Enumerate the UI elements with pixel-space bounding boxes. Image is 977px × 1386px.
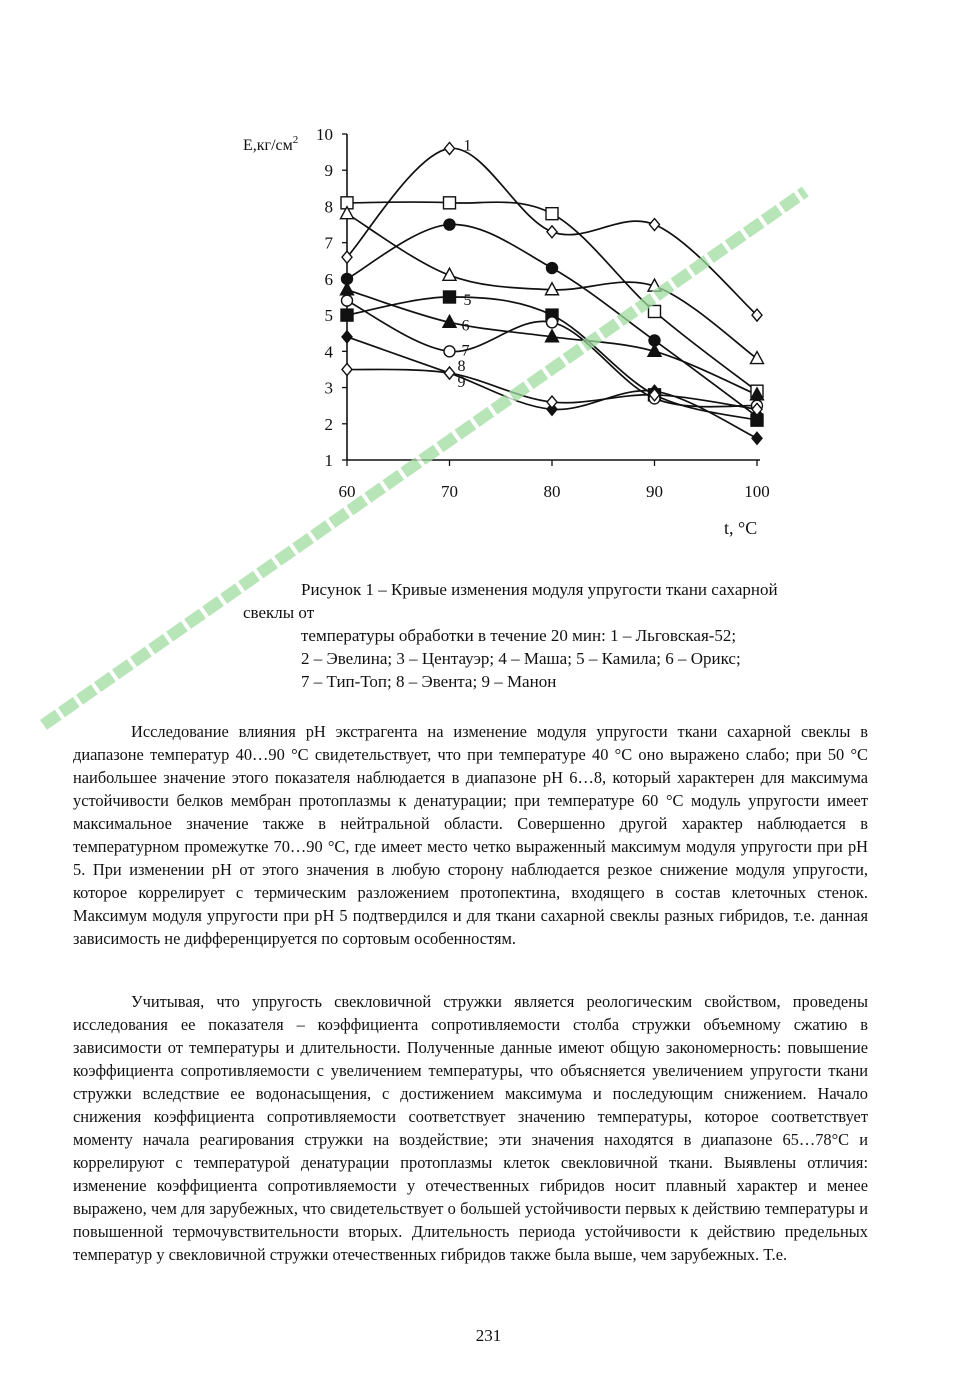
y-tick-label: 6 (324, 269, 333, 289)
body-paragraph-1: Исследование влияния рН экстрагента на изменение модуля упругости ткани сахарной свеклы в диапазоне температур 40…90 °С свидетельствует, что при температуре 40 °С оно выражено слабо; при 50 °С наибольшее значение этого показателя наблюдается в диапазоне рН 6…8, который характерен для максимума устойчивости белков мембран протоплазмы к денатурации; при температуре 60 °С модуль упругости имеет максимальное значение также в нейтральной области. Совершенно другой характер наблюдается в температурном промежутке 70…90 °С, где имеет место четко выраженный максимум модуля упругости при рН 5. При изменении рН от этого значения в любую сторону наблюдается резкое снижение модуля упругости, которое коррелирует с термическим разложением протопектина, входящего в состав клеточных стенок. Максимум модуля упругости при рН 5 подтвердился и для ткани сахарной свеклы разных гибридов, т.е. данная зависимость не дифференцируется по сортовым особенностям. (73, 722, 868, 948)
y-tick-label: 4 (324, 342, 333, 362)
series-label-9: 9 (457, 374, 466, 392)
data-point-square-open (546, 208, 558, 220)
x-tick-label: 90 (646, 482, 663, 501)
data-point-diamond-filled (342, 331, 352, 343)
y-tick-label: 5 (324, 306, 333, 326)
series-label-1: 1 (463, 137, 472, 155)
x-tick-label: 80 (543, 482, 561, 501)
data-point-triangle-filled (341, 283, 354, 295)
data-point-diamond-open (547, 226, 557, 238)
data-point-circle-filled (547, 263, 558, 274)
caption-line-3: температуры обработки в течение 20 мин: 1 – Льговская-52; (301, 626, 737, 645)
caption-line-5: 7 – Тип-Топ; 8 – Эвента; 9 – Манон (301, 672, 557, 691)
series-label-7: 7 (461, 342, 470, 360)
data-point-circle-open (547, 317, 558, 328)
data-point-diamond-open (342, 363, 352, 375)
data-point-square-filled (444, 291, 456, 303)
data-point-diamond-filled (752, 432, 762, 444)
y-tick-label: 8 (324, 197, 333, 217)
y-axis-label-sup: 2 (292, 134, 299, 146)
elasticity-chart (0, 0, 977, 560)
page-number: 231 (475, 1326, 502, 1345)
y-tick-label: 3 (324, 378, 333, 398)
x-axis-label: t, °C (724, 518, 758, 538)
data-point-diamond-open (650, 219, 660, 231)
y-axis-label-text: E,кг/см (243, 137, 293, 154)
x-tick-label: 70 (441, 482, 458, 501)
series-line-8 (347, 337, 757, 438)
caption-line-4: 2 – Эвелина; 3 – Центауэр; 4 – Маша; 5 – Камила; 6 – Орикс; (301, 649, 741, 668)
caption-line-1: Рисунок 1 – Кривые изменения модуля упругости ткани сахарной (301, 580, 778, 599)
y-tick-label: 2 (324, 414, 333, 434)
x-tick-label: 100 (744, 482, 770, 501)
y-tick-label: 9 (324, 161, 333, 181)
data-point-square-open (444, 197, 456, 209)
y-tick-label: 1 (324, 451, 333, 470)
x-tick-label: 60 (338, 482, 356, 501)
y-axis-label (243, 134, 298, 154)
data-point-circle-open (342, 295, 353, 306)
data-point-square-filled (341, 309, 353, 321)
series-label-6: 6 (461, 317, 470, 335)
series-label-8: 8 (457, 358, 466, 376)
data-point-diamond-open (445, 142, 455, 154)
data-point-diamond-open (547, 396, 557, 408)
data-point-diamond-open (445, 367, 455, 379)
y-tick-label: 7 (324, 233, 333, 253)
body-paragraph-2: Учитывая, что упругость свекловичной стружки является реологическим свойством, проведены исследования ее показателя – коэффициента сопротивляемости столба стружки объемному сжатию в зависимости от температуры и длительности. Полученные данные имеют общую закономерность: повышение коэффициента сопротивляемости с увеличением температуры, что объясняется увеличением упругости ткани стружки вследствие ее водонасыщения, с достижением максимума и последующим снижением. Начало снижения коэффициента сопротивляемости соответствует значению температуры, которое соответствует моменту начала реагирования стружки на воздействие; эти значения находятся в диапазоне 65…78°С и коррелируют с температурой денатурации протоплазмы клеток свекловичной ткани. Выявлены отличия: изменение коэффициента сопротивляемости у отечественных гибридов носит плавный характер и менее выражено, чем для зарубежных, что свидетельствует о большей устойчивости первых к действию температуры и повышенной термочувствительности вторых. Длительность периода устойчивости к действию предельных температур у свекловичной стружки отечественных гибридов также была выше, чем зарубежных. Т.е. (73, 992, 868, 1264)
y-tick-label: 10 (316, 125, 333, 144)
data-point-circle-filled (444, 219, 455, 230)
series-label-5: 5 (463, 292, 472, 309)
series-labels (458, 137, 472, 391)
caption-line-2: свеклы от (243, 603, 315, 622)
data-point-circle-open (444, 346, 455, 357)
data-point-triangle-open (751, 352, 764, 364)
figure-caption (243, 578, 883, 693)
